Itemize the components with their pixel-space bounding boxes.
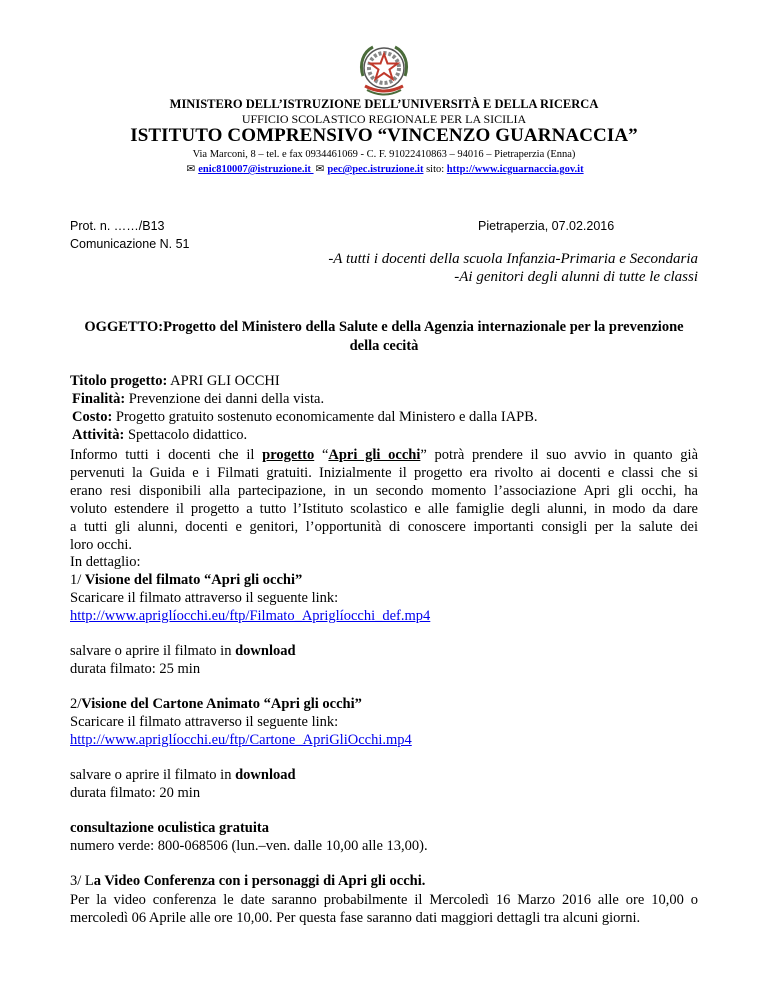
item-1-save-instructions — [70, 643, 296, 660]
envelope-icon: ✉ — [186, 164, 196, 175]
item-2-save-instructions — [70, 767, 296, 784]
paragraph-line: mercoledì 06 Aprile alle ore 10,00. Per questa fase saranno dati maggiori dettagli tra alcuni giorni. — [70, 910, 641, 926]
item-1-duration: durata filmato: 25 min — [70, 661, 201, 677]
communication-number: Comunicazione N. 51 — [70, 237, 190, 251]
item-number: 3/ L — [70, 873, 94, 889]
recipient-line: -A tutti i docenti della scuola Infanzia-Primaria e Secondaria — [328, 251, 698, 267]
text-run: ” potrà prendere il suo avvio in quanto già — [420, 447, 698, 463]
italian-republic-emblem-icon — [355, 42, 413, 102]
project-activity-row — [70, 426, 698, 444]
consultation-heading — [70, 820, 269, 837]
item-3-heading — [70, 873, 425, 890]
project-summary — [70, 372, 698, 444]
recipient-line: -Ai genitori degli alunni di tutte le classi — [454, 269, 698, 285]
paragraph-line: voluto estendere il progetto a tutto l’Istituto scolastico e alle famiglie degli alunni, in modo da dare — [70, 501, 698, 517]
item-1-download-text: Scaricare il filmato attraverso il seguente link: — [70, 590, 339, 606]
field-value: Spettacolo didattico. — [124, 427, 248, 443]
pec-email-link[interactable]: pec@pec.istruzione.it — [327, 164, 424, 175]
text-run: salvare o aprire il filmato in — [70, 767, 236, 783]
protocol-number: Prot. n. ……/B13 — [70, 219, 165, 233]
subject-text: Progetto del Ministero della Salute e della Agenzia internazionale per la prevenzione della cecità — [163, 319, 684, 354]
field-label: Costo: — [72, 409, 113, 425]
item-number: 1/ — [70, 572, 85, 588]
field-label: Attività: — [72, 427, 125, 443]
project-aim-row — [70, 390, 698, 408]
item-2-duration: durata filmato: 20 min — [70, 785, 201, 801]
consultation-phone: numero verde: 800-068506 (lun.–ven. dalle 10,00 alle 13,00). — [70, 838, 428, 854]
text-run: download — [235, 767, 296, 783]
contact-line — [0, 163, 768, 175]
paragraph-line: erano resi disponibili alla partecipazione, in un secondo momento l’associazione Apri gli occhi, ha — [70, 483, 698, 499]
ministry-heading: MINISTERO DELL’ISTRUZIONE DELL’UNIVERSITÀ E DELLA RICERCA — [169, 97, 599, 111]
project-title-row — [70, 372, 698, 390]
school-address: Via Marconi, 8 – tel. e fax 0934461069 - C. F. 91022410863 – 94016 – Pietraperzia (Enna) — [192, 149, 576, 160]
subject-label: OGGETTO: — [84, 319, 164, 335]
project-cost-row — [70, 408, 698, 426]
field-value: APRI GLI OCCHI — [167, 373, 280, 389]
item-3-paragraph — [70, 891, 698, 927]
details-label: In dettaglio: — [70, 554, 141, 570]
subject — [70, 318, 698, 356]
item-1-heading — [70, 572, 302, 589]
text-run: progetto — [262, 447, 315, 463]
item-2-heading — [70, 696, 362, 713]
text-run: download — [235, 643, 296, 659]
site-label: sito: — [423, 164, 447, 175]
text-run: Apri gli occhi — [328, 447, 421, 463]
paragraph-line: pervenuti la Guida e i Filmati gratuiti. Inizialmente il progetto era rivolto ai docenti e classi che si — [70, 465, 698, 481]
item-2-video-link[interactable]: http://www.apriglíocchi.eu/ftp/Cartone_ApriGliOcchi.mp4 — [70, 732, 412, 748]
text-run: salvare o aprire il filmato in — [70, 643, 236, 659]
item-title: Visione del filmato “Apri gli occhi” — [84, 572, 303, 588]
paragraph-line: Per la video conferenza le date saranno probabilmente il Mercoledì 16 Marzo 2016 alle ore 10,00 o — [70, 892, 698, 908]
email-link[interactable]: enic810007@istruzione.it — [198, 164, 314, 175]
website-link[interactable]: http://www.icguarnaccia.gov.it — [446, 164, 584, 175]
field-value: Prevenzione dei danni della vista. — [125, 391, 325, 407]
field-label: Finalità: — [72, 391, 126, 407]
regional-office-heading: UFFICIO SCOLASTICO REGIONALE PER LA SICILIA — [241, 112, 527, 126]
intro-paragraph — [70, 446, 698, 554]
text-run: “ — [314, 447, 329, 463]
item-title: a Video Conferenza con i personaggi di Apri gli occhi. — [93, 873, 426, 889]
paragraph-line: a tutti gli alunni, docenti e genitori, l’opportunità di conoscere importanti consigli per la salute dei — [70, 519, 698, 535]
field-value: Progetto gratuito sostenuto economicamente dal Ministero e dalla IAPB. — [112, 409, 538, 425]
text-run: Informo tutti i docenti che il — [70, 447, 263, 463]
paragraph-line — [70, 446, 698, 464]
item-1-video-link[interactable]: http://www.apriglíocchi.eu/ftp/Filmato_Apriglíocchi_def.mp4 — [70, 608, 431, 624]
item-title: Visione del Cartone Animato “Apri gli occhi” — [81, 696, 362, 712]
field-label: Titolo progetto: — [70, 373, 168, 389]
item-2-download-text: Scaricare il filmato attraverso il seguente link: — [70, 714, 339, 730]
paragraph-line: loro occhi. — [70, 537, 133, 553]
school-name: ISTITUTO COMPRENSIVO “VINCENZO GUARNACCIA” — [130, 125, 638, 146]
item-number: 2/ — [70, 696, 82, 712]
place-date: Pietraperzia, 07.02.2016 — [478, 219, 615, 233]
text-run: consultazione oculistica gratuita — [70, 820, 269, 836]
envelope-icon: ✉ — [315, 164, 325, 175]
